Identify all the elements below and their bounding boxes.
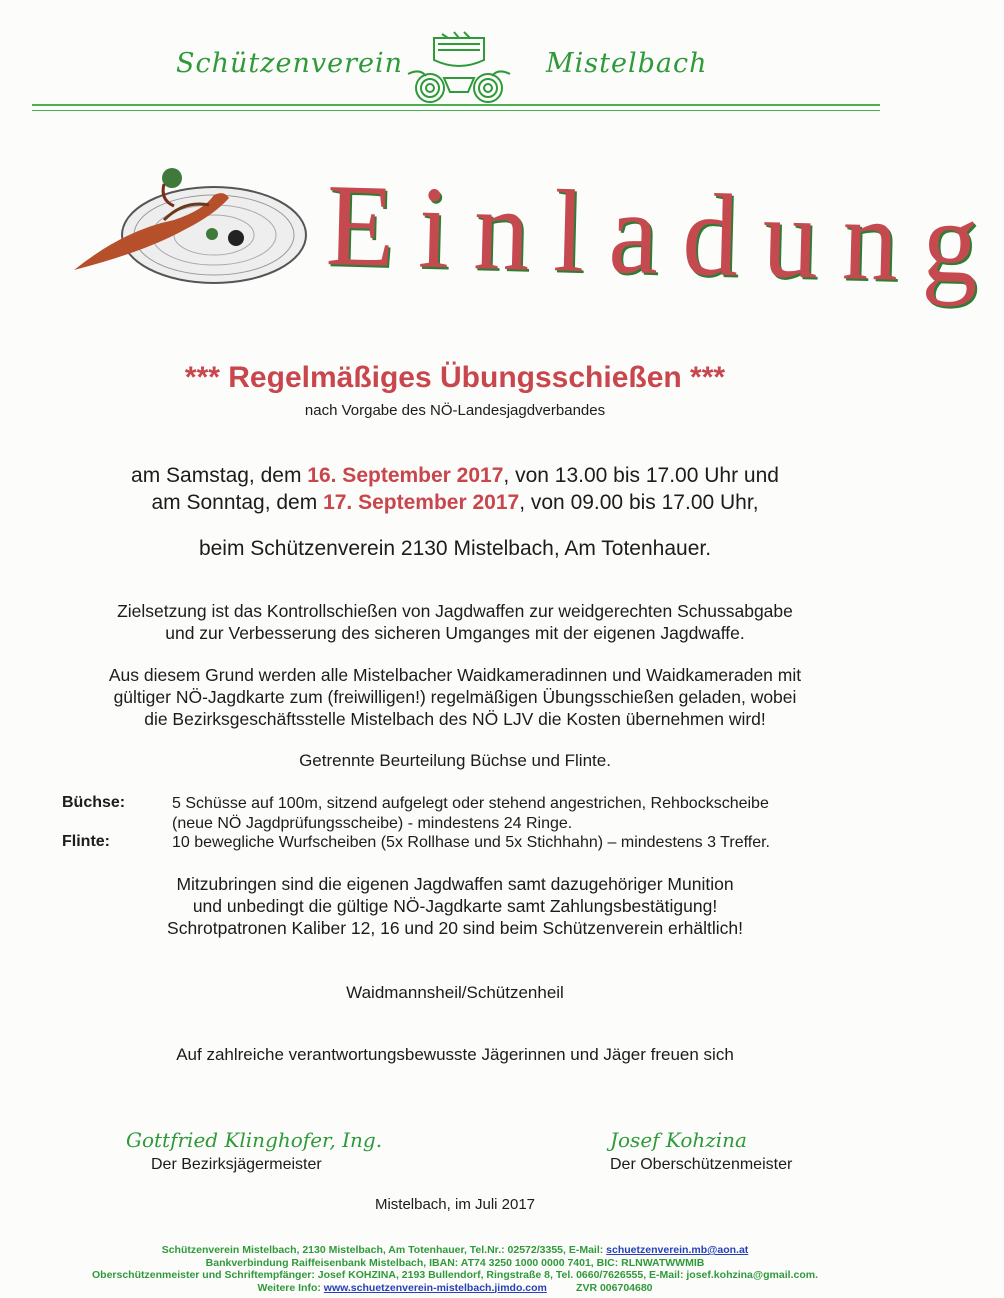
event-line1-prefix: am Samstag, dem xyxy=(131,464,308,487)
rule-buechse-line-1: 5 Schüsse auf 100m, sitzend aufgelegt oder stehend angestrichen, Rehbockscheibe xyxy=(172,795,769,812)
event-subtitle: nach Vorgabe des NÖ-Landesjagdverbandes xyxy=(304,402,606,419)
header-rule-top xyxy=(32,104,880,106)
rule-label-flinte: Flinte: xyxy=(62,833,110,850)
event-date-line-1 xyxy=(0,464,910,488)
event-line2-prefix: am Sonntag, dem xyxy=(151,491,324,514)
header-rule-bottom xyxy=(32,110,880,111)
club-name-left: Schützenverein xyxy=(176,48,403,79)
goal-line-2: und zur Verbesserung des sicheren Umganges mit der eigenen Jagdwaffe. xyxy=(165,623,745,643)
invitation-line-2: gültiger NÖ-Jagdkarte zum (freiwilligen!) regelmäßigen Übungsschießen geladen, wobei xyxy=(113,687,797,707)
place-and-date: Mistelbach, im Juli 2017 xyxy=(374,1196,536,1213)
footer-oberschuetzenmeister: Oberschützenmeister und Schriftempfänger: Josef KOHZINA, 2193 Bullendorf, Ringstraße 8, Tel. 0660/7626555, E-Mail: josef.kohzina@gmail.com. xyxy=(92,1269,818,1281)
invitation-paragraph xyxy=(40,664,870,730)
signature-oberschuetzenmeister: Josef Kohzina xyxy=(610,1128,747,1152)
footer-address: Schützenverein Mistelbach, 2130 Mistelbach, Am Totenhauer, Tel.Nr.: 02572/3355, E-Mail: xyxy=(161,1244,607,1256)
footer-bank: Bankverbindung Raiffeisenbank Mistelbach, IBAN: AT74 3250 1000 0000 7401, BIC: RLNWATWWMIB xyxy=(205,1256,705,1269)
footer-line-1 xyxy=(0,1244,910,1257)
bring-line-1: Mitzubringen sind die eigenen Jagdwaffen samt dazugehöriger Munition xyxy=(176,874,734,894)
signature-bezirksjaegermeister: Gottfried Klinghofer, Ing. xyxy=(126,1128,383,1152)
event-date-sunday: 17. September 2017 xyxy=(323,491,520,514)
event-date-line-2 xyxy=(0,491,910,515)
bring-line-2: und unbedingt die gültige NÖ-Jagdkarte samt Zahlungsbestätigung! xyxy=(192,896,718,916)
rule-text-flinte xyxy=(172,833,872,853)
rule-buechse-line-2: (neue NÖ Jagdprüfungsscheibe) - mindestens 24 Ringe. xyxy=(172,815,573,832)
pheasant-target-illustration xyxy=(64,160,294,290)
event-title: *** Regelmäßiges Übungsschießen *** xyxy=(184,361,726,394)
footer-line-4 xyxy=(0,1282,910,1295)
footer-info-label: Weitere Info: xyxy=(257,1281,324,1294)
club-crest-logo xyxy=(404,30,514,106)
club-name-right: Mistelbach xyxy=(546,48,708,79)
goal-line-1: Zielsetzung ist das Kontrollschießen von Jagdwaffen zur weidgerechten Schussabgabe xyxy=(117,601,793,621)
event-location: beim Schützenverein 2130 Mistelbach, Am Totenhauer. xyxy=(198,537,712,560)
event-line1-suffix: , von 13.00 bis 17.00 Uhr und xyxy=(503,464,779,487)
footer-website-link[interactable]: www.schuetzenverein-mistelbach.jimdo.com xyxy=(323,1281,547,1294)
separate-evaluation-note: Getrennte Beurteilung Büchse und Flinte. xyxy=(299,751,611,770)
greeting: Waidmannsheil/Schützenheil xyxy=(346,983,564,1002)
footer-zvr: ZVR 006704680 xyxy=(546,1281,653,1294)
invitation-line-3: die Bezirksgeschäftsstelle Mistelbach des NÖ LJV die Kosten übernehmen wird! xyxy=(144,709,766,729)
event-date-saturday: 16. September 2017 xyxy=(307,464,504,487)
role-oberschuetzenmeister: Der Oberschützenmeister xyxy=(610,1156,793,1173)
invitation-line-1: Aus diesem Grund werden alle Mistelbacher Waidkameradinnen und Waidkameraden mit xyxy=(108,665,802,685)
rule-flinte-line-1: 10 bewegliche Wurfscheiben (5x Rollhase und 5x Stichhahn) – mindestens 3 Treffer. xyxy=(172,834,770,851)
goal-paragraph xyxy=(40,600,870,644)
footer-contact xyxy=(0,1244,910,1294)
closing-line: Auf zahlreiche verantwortungsbewusste Jägerinnen und Jäger freuen sich xyxy=(176,1045,734,1064)
role-bezirksjaegermeister: Der Bezirksjägermeister xyxy=(151,1156,322,1173)
event-line2-suffix: , von 09.00 bis 17.00 Uhr, xyxy=(519,491,759,514)
footer-email-link[interactable]: schuetzenverein.mb@aon.at xyxy=(606,1244,749,1256)
rule-text-buechse xyxy=(172,794,872,834)
bring-paragraph xyxy=(40,873,870,939)
bring-line-3: Schrotpatronen Kaliber 12, 16 und 20 sind beim Schützenverein erhältlich! xyxy=(167,918,743,938)
rule-label-buechse: Büchse: xyxy=(62,794,126,811)
document-title: Einladung xyxy=(324,160,1004,309)
